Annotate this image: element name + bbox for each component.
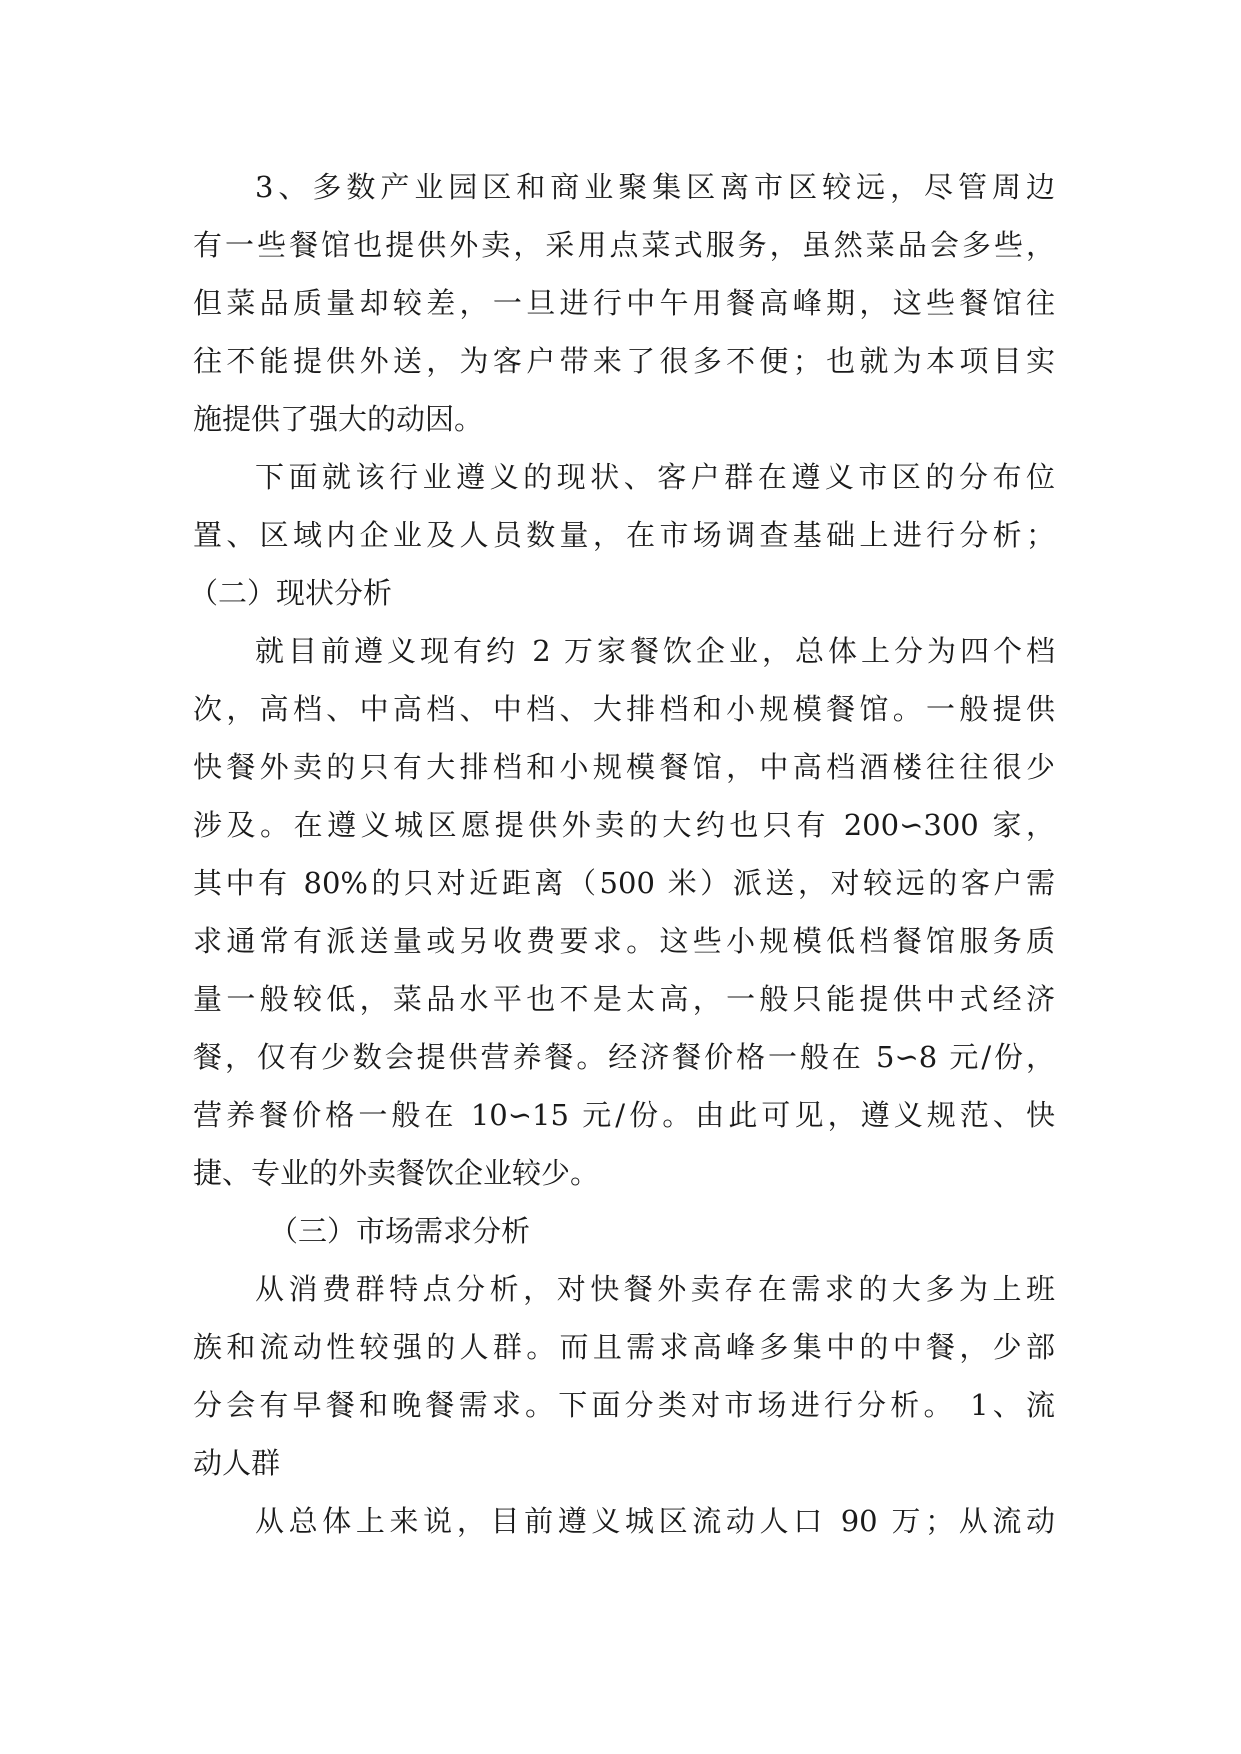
text-line: 捷、专业的外卖餐饮企业较少。 <box>193 1156 600 1190</box>
text-line: 就目前遵义现有约 2 万家餐饮企业，总体上分为四个档 <box>255 634 1055 668</box>
text-line: 涉及。在遵义城区愿提供外卖的大约也只有 200∽300 家， <box>193 808 1055 842</box>
text-line: 快餐外卖的只有大排档和小规模餐馆，中高档酒楼往往很少 <box>193 750 1055 784</box>
section-heading: （三）市场需求分析 <box>269 1214 531 1248</box>
text-line: 分会有早餐和晚餐需求。下面分类对市场进行分析。 1、流 <box>193 1388 1055 1422</box>
text-line: 3、多数产业园区和商业聚集区离市区较远，尽管周边 <box>255 170 1055 204</box>
text-line: 次，高档、中高档、中档、大排档和小规模餐馆。一般提供 <box>193 692 1055 726</box>
text-line: 施提供了强大的动因。 <box>193 402 484 436</box>
text-line: 从消费群特点分析，对快餐外卖存在需求的大多为上班 <box>255 1272 1055 1306</box>
text-line: 其中有 80%的只对近距离（500 米）派送，对较远的客户需 <box>193 866 1055 900</box>
text-line: 量一般较低，菜品水平也不是太高，一般只能提供中式经济 <box>193 982 1055 1016</box>
text-line: 求通常有派送量或另收费要求。这些小规模低档餐馆服务质 <box>193 924 1055 958</box>
text-line: 从总体上来说，目前遵义城区流动人口 90 万；从流动 <box>255 1504 1055 1538</box>
text-line: 下面就该行业遵义的现状、客户群在遵义市区的分布位 <box>255 460 1055 494</box>
text-line: 营养餐价格一般在 10∽15 元/份。由此可见，遵义规范、快 <box>193 1098 1055 1132</box>
document-page <box>189 158 1055 1550</box>
text-line: 置、区域内企业及人员数量，在市场调查基础上进行分析； <box>193 518 1055 552</box>
text-line: 族和流动性较强的人群。而且需求高峰多集中的中餐，少部 <box>193 1330 1055 1364</box>
text-line: 有一些餐馆也提供外卖，采用点菜式服务，虽然菜品会多些， <box>193 228 1055 262</box>
section-heading: （二）现状分析 <box>189 576 393 610</box>
text-line: 餐，仅有少数会提供营养餐。经济餐价格一般在 5∽8 元/份， <box>193 1040 1055 1074</box>
text-line: 动人群 <box>193 1446 281 1480</box>
text-line: 往不能提供外送，为客户带来了很多不便；也就为本项目实 <box>193 344 1055 378</box>
text-line: 但菜品质量却较差，一旦进行中午用餐高峰期，这些餐馆往 <box>193 286 1055 320</box>
